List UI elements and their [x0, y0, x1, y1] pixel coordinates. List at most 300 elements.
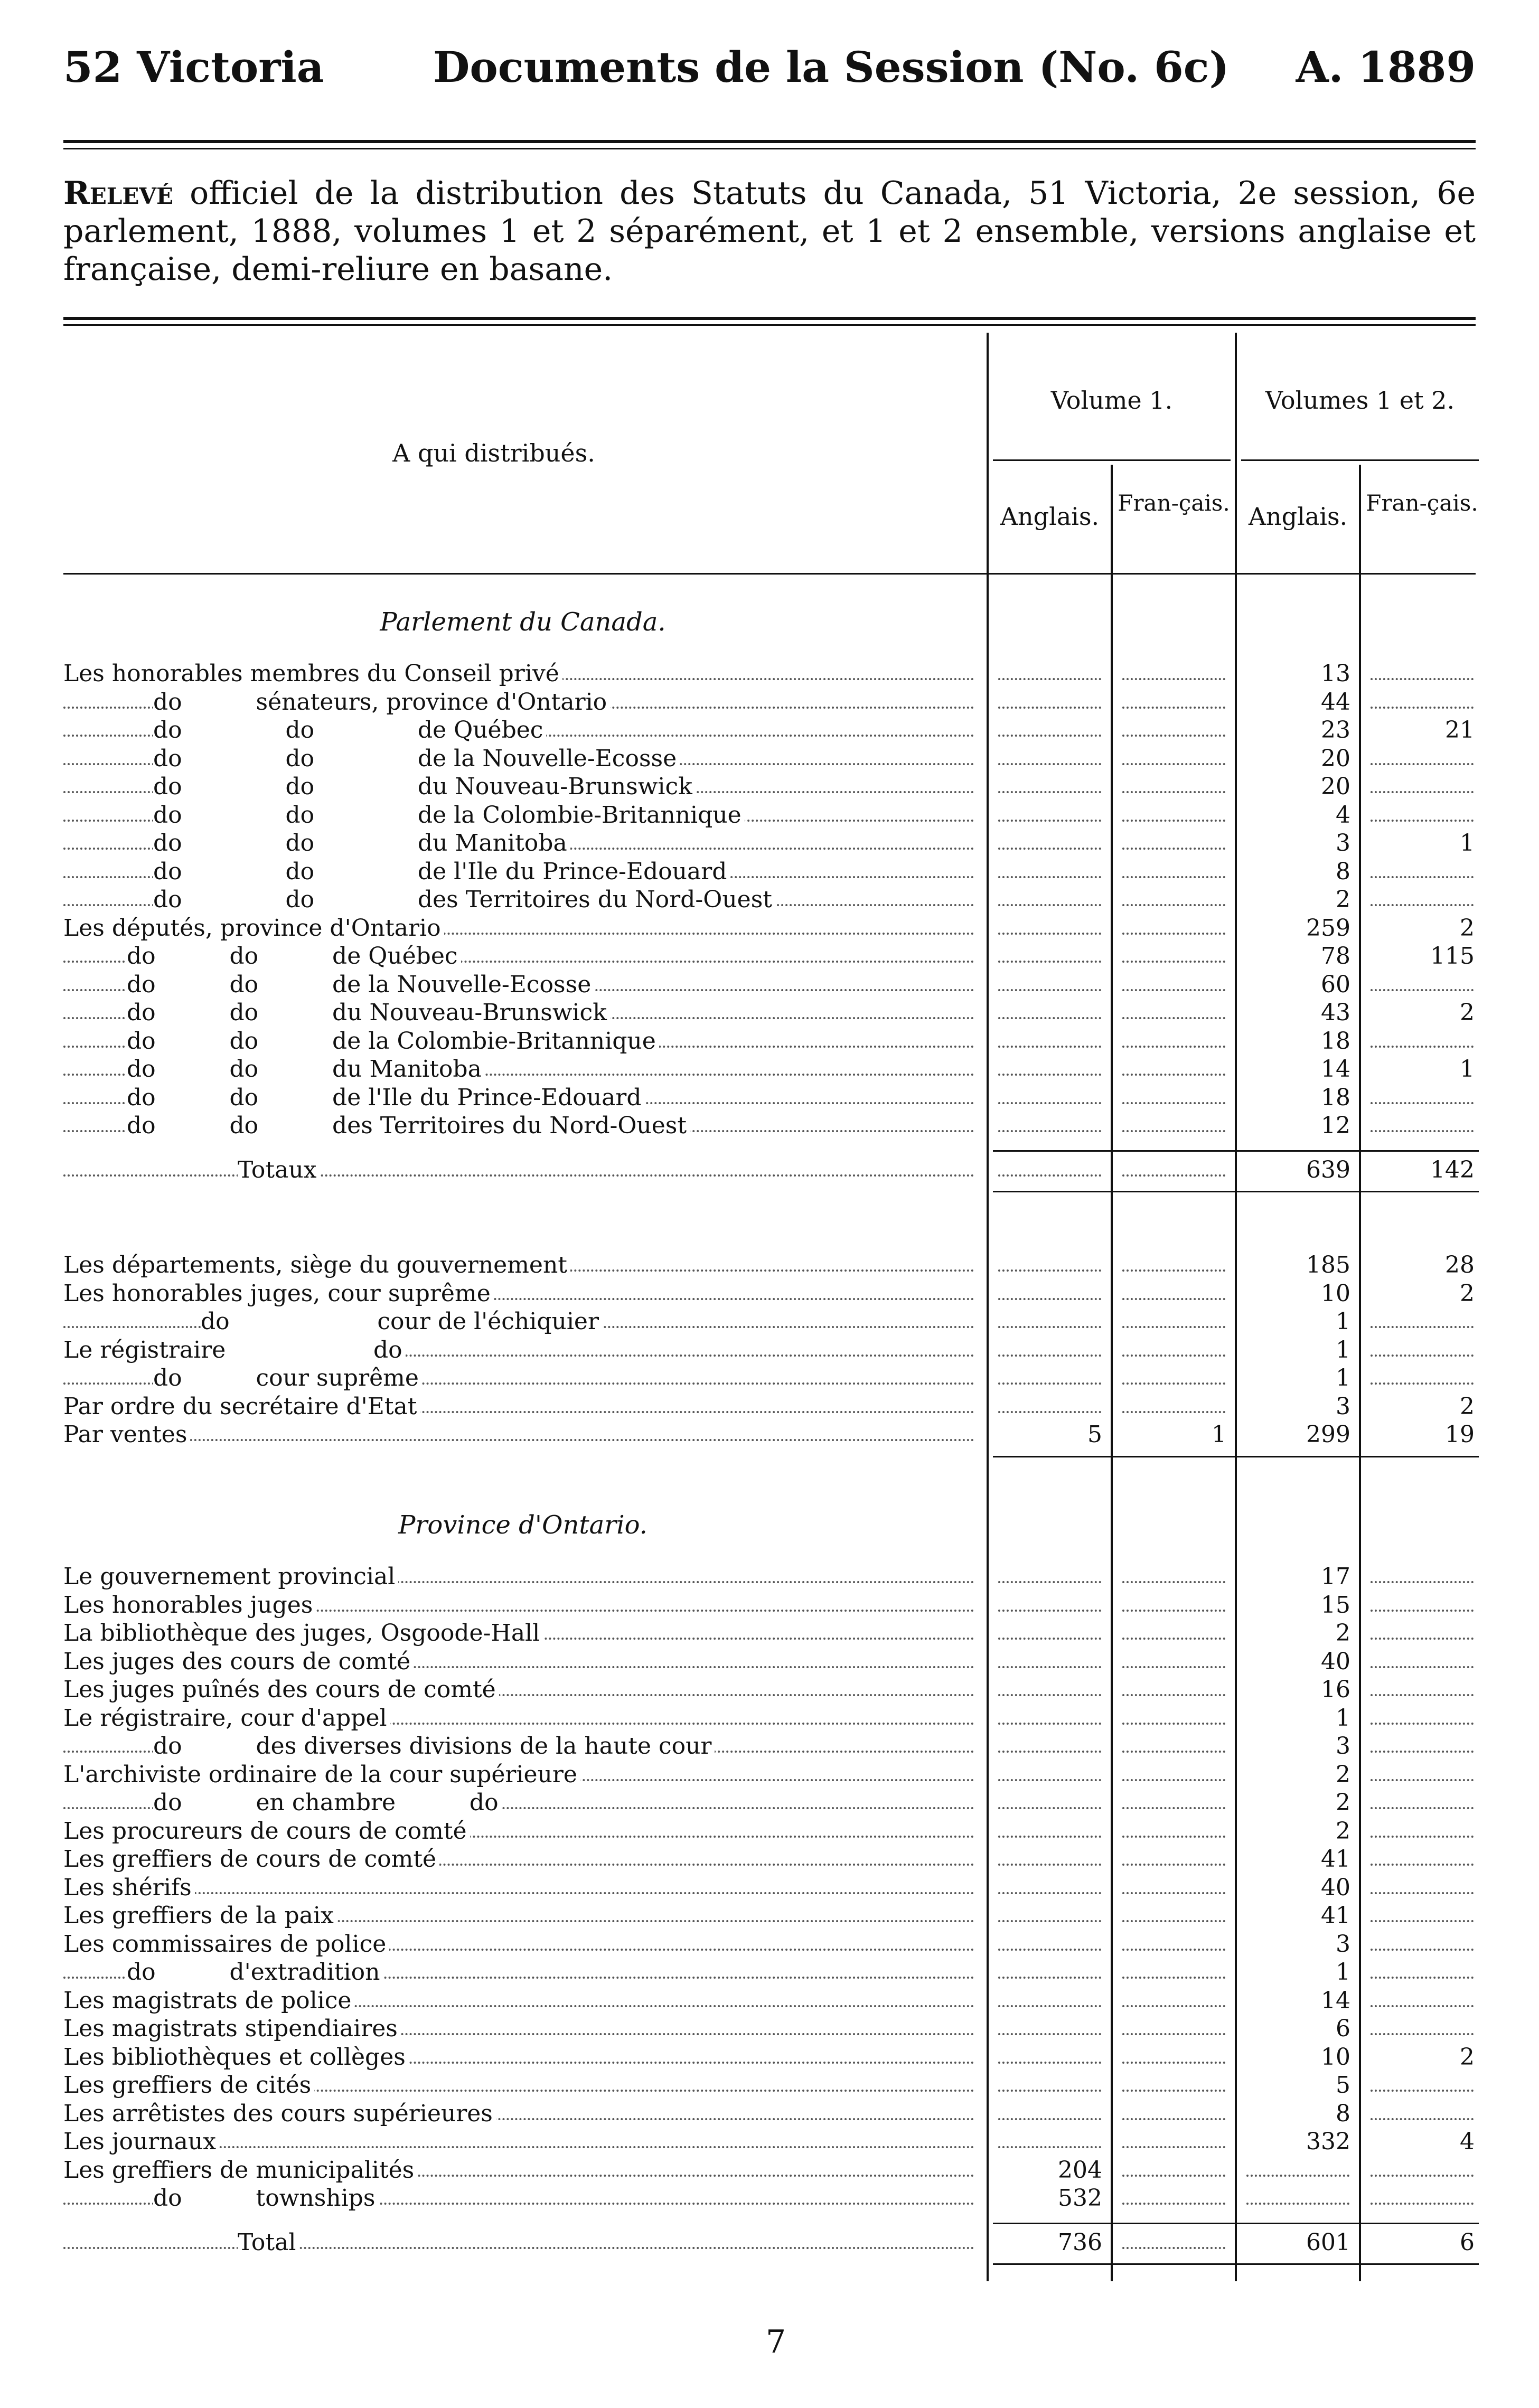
cell-vol12-anglais: 20 [1321, 745, 1350, 772]
cell-vol12-francais: 4 [1460, 2128, 1475, 2155]
row-label [63, 1084, 980, 1112]
cell-vol1-francais [1112, 1676, 1236, 1704]
cell-vol1-anglais [988, 1308, 1112, 1335]
cell-vol12-anglais: 8 [1336, 2100, 1350, 2127]
row-label [63, 886, 980, 914]
cell-vol1-francais [1112, 1874, 1236, 1902]
row-label-text: Le régistraire, cour d'appel [63, 1705, 390, 1732]
cell-vol12-francais [1360, 2157, 1484, 2184]
cell-vol1-francais: 1 [1212, 1421, 1226, 1448]
cell-vol1-francais [1112, 1365, 1236, 1392]
table-row [63, 1337, 1484, 1364]
cell-vol1-francais [1112, 2185, 1236, 2212]
cell-vol12-anglais: 3 [1336, 1930, 1350, 1958]
row-label-text: Les honorables juges, cour suprême [63, 1280, 494, 1307]
cell-vol1-anglais: 5 [1087, 1421, 1102, 1448]
cell-vol12-francais [1360, 1676, 1484, 1704]
cell-vol12-anglais: 1 [1336, 1365, 1350, 1391]
row-label [63, 1592, 980, 1619]
row-label-text: Les greffiers de la paix [63, 1902, 337, 1929]
cell-vol1-anglais [988, 2044, 1112, 2071]
row-label [63, 1620, 980, 1647]
table-row [63, 2157, 1484, 2184]
cell-vol12-anglais: 1 [1336, 1308, 1350, 1335]
cell-vol12-anglais: 299 [1306, 1421, 1350, 1448]
header-left: 52 Victoria [63, 42, 324, 92]
row-label-text: do d'extradition [127, 1959, 383, 1986]
table-row [63, 1365, 1484, 1392]
row-label-text: Le régistraire do [63, 1337, 406, 1363]
cell-vol12-francais [1360, 1592, 1484, 1619]
cell-vol12-francais [1360, 1084, 1484, 1112]
header-right: A. 1889 [1296, 42, 1476, 92]
table-row [63, 1308, 1484, 1335]
row-label [63, 2044, 980, 2071]
cell-vol1-anglais [988, 745, 1112, 773]
row-label [63, 1337, 980, 1364]
table-row [63, 1705, 1484, 1732]
row-label [63, 1705, 980, 1732]
cell-vol1-anglais [988, 1028, 1112, 1055]
cell-vol12-anglais: 2 [1336, 1789, 1350, 1816]
row-label-text: do do de l'Ile du Prince-Edouard [127, 1084, 645, 1111]
cell-vol1-anglais [988, 999, 1112, 1027]
cell-vol12-francais [1360, 1987, 1484, 2015]
row-label [63, 1818, 980, 1845]
total-row [63, 2229, 1484, 2256]
column-header-vol1: Volume 1. [1050, 386, 1173, 415]
cell-vol1-anglais [988, 1733, 1112, 1760]
cell-vol1-anglais [988, 1365, 1112, 1392]
table-row [63, 660, 1484, 688]
table-row [63, 1563, 1484, 1591]
table-row [63, 971, 1484, 999]
cell-vol12-anglais: 3 [1336, 830, 1350, 857]
cell-vol12-francais [1360, 1563, 1484, 1591]
cell-vol12-francais: 2 [1460, 914, 1475, 942]
cell-vol1-anglais [988, 886, 1112, 914]
cell-vol12-francais [1360, 2100, 1484, 2128]
cell-vol1-anglais [988, 1337, 1112, 1364]
row-label [63, 1252, 980, 1279]
cell-vol12-francais [1360, 802, 1484, 829]
row-label-text: Les juges puînés des cours de comté [63, 1676, 499, 1703]
row-label [63, 1393, 980, 1421]
cell-vol12-anglais: 60 [1321, 971, 1350, 998]
row-label-text: Les honorables juges [63, 1592, 316, 1619]
cell-vol12-anglais: 16 [1321, 1676, 1350, 1703]
cell-vol1-francais [1112, 773, 1236, 801]
table-row [63, 915, 1484, 942]
cell-vol1-francais [1112, 1280, 1236, 1308]
cell-vol1-anglais [988, 2128, 1112, 2156]
cell-vol1-anglais [988, 717, 1112, 744]
cell-vol12-francais [1360, 2072, 1484, 2099]
row-label [63, 971, 980, 999]
cell-vol12-francais [1360, 1620, 1484, 1647]
column-header-anglais-2: Anglais. [1248, 502, 1348, 531]
cell-vol12-francais [1360, 1789, 1484, 1817]
row-label-text: do des diverses divisions de la haute cour [153, 1733, 715, 1760]
cell-vol1-anglais [988, 830, 1112, 857]
cell-vol1-francais [1112, 1705, 1236, 1732]
cell-vol12-anglais: 43 [1321, 999, 1350, 1026]
page-header [63, 42, 1476, 106]
cell-vol1-francais [1112, 1056, 1236, 1083]
cell-vol1-francais [1112, 1156, 1236, 1184]
cell-vol1-anglais [988, 915, 1112, 942]
cell-vol1-francais [1112, 1846, 1236, 1873]
table-row [63, 1987, 1484, 2015]
row-label [63, 1761, 980, 1789]
cell-vol12-francais [1360, 2015, 1484, 2043]
row-label-text: Les commissaires de police [63, 1931, 389, 1958]
cell-vol12-francais [1360, 1028, 1484, 1055]
intro-text: officiel de la distribution des Statuts du Canada, 51 Victoria, 2e session, 6e parlement, 1888, volumes 1 et 2 séparément, et 1 et 2 ensemble, versions anglaise et française, demi-reliure en basane. [63, 175, 1476, 288]
cell-vol1-anglais [988, 1959, 1112, 1986]
table-row [63, 745, 1484, 773]
table-row [63, 1959, 1484, 1986]
cell-vol12-francais: 21 [1445, 717, 1475, 744]
cell-vol12-anglais: 8 [1336, 858, 1350, 885]
intro-rule-thin [63, 324, 1476, 326]
row-label-text: do do du Manitoba [127, 1056, 485, 1083]
cell-vol1-francais [1112, 971, 1236, 999]
row-label [63, 1421, 980, 1448]
cell-vol1-francais [1112, 1902, 1236, 1930]
cell-vol12-francais: 142 [1430, 1156, 1475, 1183]
cell-vol12-anglais: 3 [1336, 1733, 1350, 1760]
cell-vol1-francais [1112, 1592, 1236, 1619]
cell-vol12-francais [1360, 1902, 1484, 1930]
row-label [63, 999, 980, 1027]
cell-vol12-francais [1360, 1112, 1484, 1140]
cell-vol1-anglais [988, 1156, 1112, 1184]
cell-vol12-francais [1360, 1931, 1484, 1958]
cell-vol12-francais [1360, 1818, 1484, 1845]
cell-vol1-anglais: 204 [1058, 2156, 1102, 2184]
cell-vol1-francais [1112, 943, 1236, 970]
cell-vol1-anglais [988, 1846, 1112, 1873]
row-label-text: do en chambre do [153, 1789, 502, 1816]
row-label-text: do do du Nouveau-Brunswick [127, 999, 610, 1026]
row-label-text: do do du Manitoba [153, 830, 570, 857]
row-label [63, 943, 980, 970]
row-label [63, 2100, 980, 2128]
cell-vol1-francais [1112, 2015, 1236, 2043]
table-row [63, 2015, 1484, 2043]
table-row [63, 689, 1484, 716]
cell-vol1-francais [1112, 886, 1236, 914]
row-label [63, 1365, 980, 1392]
cell-vol12-anglais: 18 [1321, 1084, 1350, 1111]
cell-vol1-anglais [988, 1874, 1112, 1902]
cell-vol1-francais [1112, 1028, 1236, 1055]
cell-vol12-francais [1360, 1308, 1484, 1335]
row-label [63, 1676, 980, 1704]
cell-vol1-anglais [988, 1252, 1112, 1279]
cell-vol1-francais [1112, 1789, 1236, 1817]
row-label-text: Les bibliothèques et collèges [63, 2044, 409, 2071]
row-label-text: Par ventes [63, 1421, 190, 1448]
cell-vol1-anglais [988, 1280, 1112, 1308]
cell-vol12-anglais: 2 [1336, 1620, 1350, 1647]
row-label-text: do do de la Nouvelle-Ecosse [127, 971, 594, 998]
cell-vol12-anglais: 18 [1321, 1027, 1350, 1055]
cell-vol12-francais [1360, 2185, 1484, 2212]
table-row [63, 1393, 1484, 1421]
table-row [63, 802, 1484, 829]
table-row [63, 1931, 1484, 1958]
cell-vol12-anglais: 332 [1306, 2128, 1350, 2155]
row-label [63, 2157, 980, 2184]
row-label-text: do do de Québec [153, 717, 546, 744]
cell-vol1-francais [1112, 802, 1236, 829]
cell-vol12-francais [1360, 1874, 1484, 1902]
table-row [63, 2100, 1484, 2128]
header-rule-thin [63, 148, 1476, 149]
row-label [63, 1563, 980, 1591]
row-label [63, 745, 980, 773]
row-label [63, 1308, 980, 1335]
table-row [63, 2128, 1484, 2156]
cell-vol12-anglais: 78 [1321, 943, 1350, 970]
cell-vol1-anglais [988, 2100, 1112, 2128]
cell-vol12-anglais: 601 [1306, 2228, 1350, 2256]
cell-vol12-anglais: 15 [1321, 1591, 1350, 1619]
row-label [63, 660, 980, 688]
cell-vol12-anglais [1236, 2157, 1360, 2184]
cell-vol12-anglais: 1 [1336, 1959, 1350, 1986]
cell-vol1-francais [1112, 1112, 1236, 1140]
row-label [63, 1902, 980, 1930]
cell-vol1-anglais [988, 2015, 1112, 2043]
column-header-anglais-1: Anglais. [1000, 502, 1100, 531]
cell-vol12-francais: 2 [1460, 999, 1475, 1026]
cell-vol1-francais [1112, 745, 1236, 773]
row-label [63, 2015, 980, 2043]
cell-vol1-francais [1112, 1761, 1236, 1789]
row-label [63, 1789, 980, 1817]
row-label [63, 1987, 980, 2015]
cell-vol1-anglais [988, 802, 1112, 829]
table-row [63, 1818, 1484, 1845]
row-label-text: do do du Nouveau-Brunswick [153, 773, 696, 800]
row-label-text: Total [238, 2229, 299, 2256]
cell-vol12-anglais: 5 [1336, 2072, 1350, 2099]
cell-vol12-francais [1360, 858, 1484, 886]
row-label [63, 1156, 980, 1184]
cell-vol12-francais: 19 [1445, 1421, 1475, 1448]
cell-vol1-francais [1112, 2044, 1236, 2071]
cell-vol1-francais [1112, 717, 1236, 744]
row-label [63, 689, 980, 716]
column-header-who: A qui distribués. [392, 439, 595, 467]
cell-vol1-anglais [988, 773, 1112, 801]
row-label-text: Les honorables membres du Conseil privé [63, 660, 562, 687]
cell-vol12-anglais: 1 [1336, 1704, 1350, 1732]
vol1-header-rule [993, 459, 1231, 461]
cell-vol12-francais: 2 [1460, 2043, 1475, 2071]
table-row [63, 1028, 1484, 1055]
cell-vol1-anglais [988, 1789, 1112, 1817]
row-label [63, 2185, 980, 2212]
table-row [63, 2044, 1484, 2071]
cell-vol12-anglais: 20 [1321, 773, 1350, 800]
cell-vol1-anglais [988, 1112, 1112, 1140]
cell-vol1-francais [1112, 2072, 1236, 2099]
cell-vol1-anglais [988, 1931, 1112, 1958]
cell-vol1-francais [1112, 1931, 1236, 1958]
cell-vol1-anglais [988, 858, 1112, 886]
cell-vol12-francais [1360, 1959, 1484, 1986]
cell-vol1-francais [1112, 1959, 1236, 1986]
cell-vol1-francais [1112, 1648, 1236, 1676]
cell-vol12-francais [1360, 886, 1484, 914]
cell-vol1-anglais: 532 [1058, 2185, 1102, 2212]
total-row [63, 1156, 1484, 1184]
cell-vol1-anglais [988, 689, 1112, 716]
cell-vol12-anglais: 40 [1321, 1874, 1350, 1901]
row-label [63, 1280, 980, 1308]
cell-vol1-francais [1112, 660, 1236, 688]
table-row [63, 1252, 1484, 1279]
cell-vol1-anglais [988, 1592, 1112, 1619]
intro-paragraph [63, 174, 1476, 288]
cell-vol1-francais [1112, 915, 1236, 942]
cell-vol12-francais [1360, 971, 1484, 999]
intro-lead: Relevé [63, 175, 174, 212]
row-label-text: do cour suprême [153, 1365, 422, 1391]
cell-vol1-anglais [988, 943, 1112, 970]
cell-vol12-francais [1360, 1365, 1484, 1392]
total-rule [993, 2223, 1479, 2224]
vol12-header-rule [1241, 459, 1479, 461]
row-label-text: Les magistrats de police [63, 1987, 354, 2014]
row-label [63, 1846, 980, 1873]
cell-vol1-anglais [988, 2072, 1112, 2099]
cell-vol1-francais [1112, 2128, 1236, 2156]
cell-vol12-anglais: 40 [1321, 1648, 1350, 1675]
row-label [63, 717, 980, 744]
row-label-text: Les journaux [63, 2128, 219, 2155]
cell-vol12-francais [1360, 1761, 1484, 1789]
row-label-text: do do des Territoires du Nord-Ouest [127, 1112, 690, 1139]
cell-vol1-francais [1112, 1337, 1236, 1364]
row-label-text: Les greffiers de cités [63, 2072, 314, 2099]
cell-vol1-francais [1112, 1563, 1236, 1591]
row-label-text: do do de la Colombie-Britannique [153, 802, 745, 829]
cell-vol1-francais [1112, 1252, 1236, 1279]
cell-vol12-anglais: 44 [1321, 688, 1350, 716]
cell-vol12-francais [1360, 689, 1484, 716]
cell-vol12-francais: 115 [1430, 943, 1475, 970]
cell-vol1-francais [1112, 1308, 1236, 1335]
header-rule [63, 140, 1476, 143]
cell-vol12-anglais: 185 [1306, 1252, 1350, 1278]
cell-vol1-anglais [988, 971, 1112, 999]
cell-vol1-anglais [988, 1056, 1112, 1083]
table-row [63, 1592, 1484, 1619]
cell-vol12-anglais: 6 [1336, 2015, 1350, 2042]
row-label [63, 1028, 980, 1055]
row-label-text: do sénateurs, province d'Ontario [153, 689, 610, 716]
row-label [63, 1931, 980, 1958]
table-row [63, 1846, 1484, 1873]
cell-vol12-francais: 1 [1460, 830, 1475, 857]
cell-vol12-francais: 2 [1460, 1280, 1475, 1307]
cell-vol12-francais [1360, 1733, 1484, 1760]
cell-vol12-francais: 28 [1445, 1252, 1475, 1278]
cell-vol12-anglais: 2 [1336, 1761, 1350, 1788]
cell-vol12-francais [1360, 773, 1484, 801]
cell-vol12-francais: 2 [1460, 1393, 1475, 1420]
table-row [63, 2072, 1484, 2099]
cell-vol12-francais [1360, 1846, 1484, 1873]
cell-vol12-anglais: 2 [1336, 886, 1350, 913]
row-label-text: Les juges des cours de comté [63, 1648, 414, 1675]
row-label-text: Par ordre du secrétaire d'Etat [63, 1393, 420, 1420]
cell-vol1-anglais [988, 1563, 1112, 1591]
table-row [63, 886, 1484, 914]
total-rule-bottom [993, 1191, 1479, 1192]
row-label-text: Les greffiers de cours de comté [63, 1846, 439, 1873]
cell-vol1-francais [1112, 1818, 1236, 1845]
cell-vol1-anglais [988, 1761, 1112, 1789]
row-label [63, 1959, 980, 1986]
table-row [63, 1733, 1484, 1760]
cell-vol12-anglais: 1 [1336, 1336, 1350, 1363]
cell-vol12-francais: 6 [1460, 2228, 1475, 2256]
table-row [63, 1789, 1484, 1817]
cell-vol12-anglais [1236, 2185, 1360, 2212]
cell-vol12-anglais: 41 [1321, 1902, 1350, 1929]
cell-vol1-anglais [988, 1084, 1112, 1112]
cell-vol1-anglais [988, 1987, 1112, 2015]
table-row [63, 1620, 1484, 1647]
intro-rule [63, 317, 1476, 320]
table-row [63, 2185, 1484, 2212]
cell-vol12-francais [1360, 660, 1484, 688]
table-header-rule [63, 573, 1476, 575]
row-label [63, 1056, 980, 1083]
cell-vol1-anglais [988, 1620, 1112, 1647]
cell-vol12-anglais: 23 [1321, 717, 1350, 744]
cell-vol1-francais [1112, 1393, 1236, 1421]
cell-vol1-francais [1112, 1987, 1236, 2015]
row-label-text: Les députés, province d'Ontario [63, 915, 444, 942]
cell-vol12-anglais: 639 [1306, 1156, 1350, 1183]
row-label-text: Le gouvernement provincial [63, 1563, 398, 1590]
cell-vol12-francais [1360, 1648, 1484, 1676]
table-row [63, 717, 1484, 744]
row-label [63, 915, 980, 942]
table-row [63, 1084, 1484, 1112]
cell-vol12-anglais: 14 [1321, 1987, 1350, 2014]
cell-vol1-francais [1112, 1733, 1236, 1760]
header-center: Documents de la Session (No. 6c) [433, 42, 1230, 92]
table-row [63, 858, 1484, 886]
page-number: 7 [766, 2324, 786, 2360]
row-label-text: do cour de l'échiquier [201, 1308, 602, 1335]
cell-vol1-francais [1112, 1084, 1236, 1112]
table-row [63, 1902, 1484, 1930]
cell-vol12-anglais: 259 [1306, 914, 1350, 942]
row-label [63, 773, 980, 801]
section-title: Province d'Ontario. [398, 1510, 647, 1540]
cell-vol1-francais [1112, 858, 1236, 886]
cell-vol1-francais [1112, 830, 1236, 857]
